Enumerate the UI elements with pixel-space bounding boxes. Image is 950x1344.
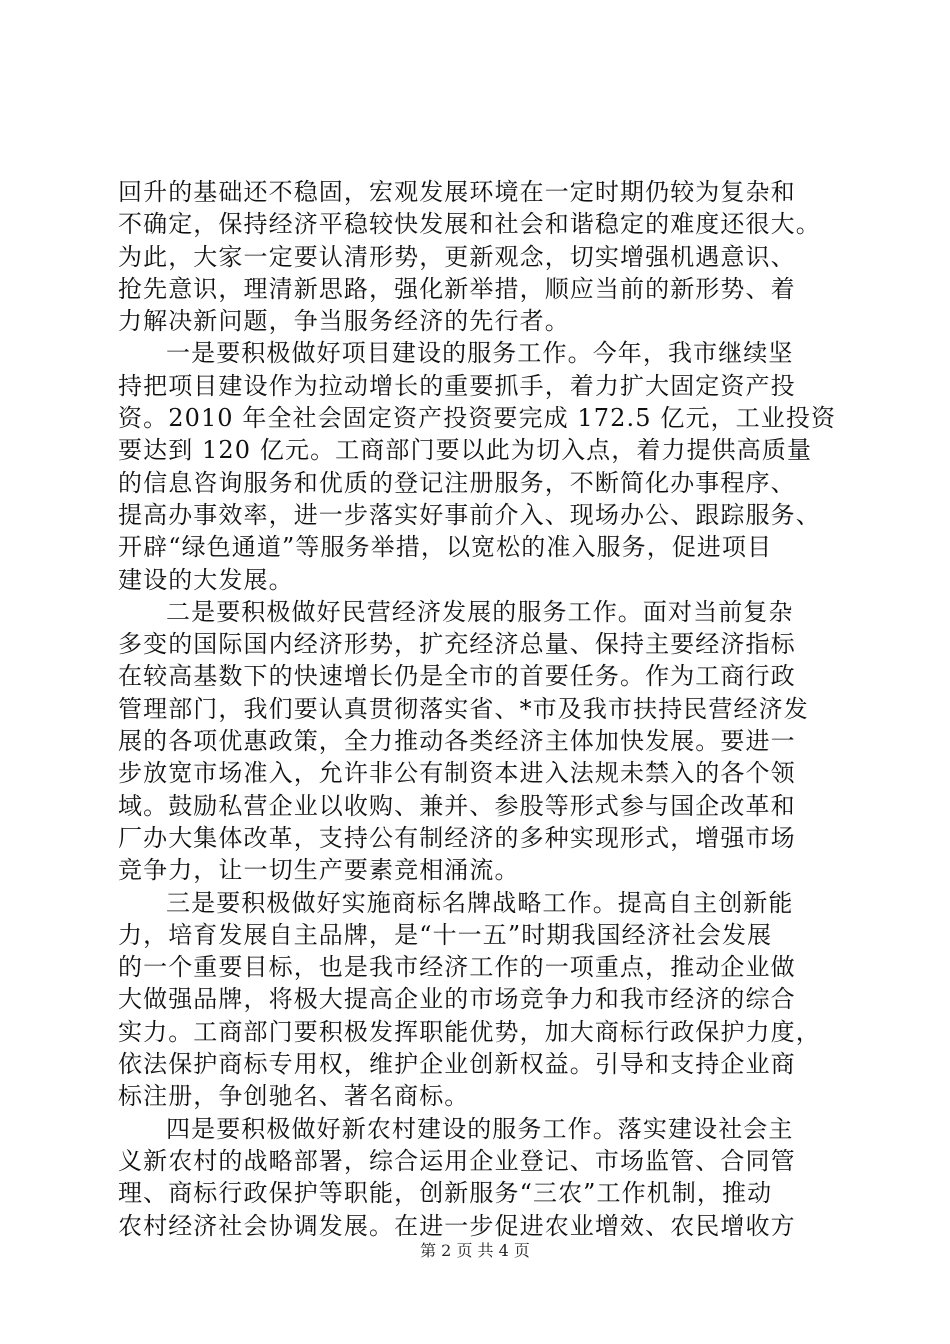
text-line: 提高办事效率，进一步落实好事前介入、现场办公、跟踪服务、 [118, 500, 821, 529]
text-line: 为此，大家一定要认清形势，更新观念，切实增强机遇意识、 [118, 242, 796, 271]
text-line: 的信息咨询服务和优质的登记注册服务，不断简化办事程序、 [118, 468, 796, 497]
text-line: 理、商标行政保护等职能，创新服务“三农”工作机制，推动 [118, 1179, 773, 1208]
text-line: 竞争力，让一切生产要素竞相涌流。 [118, 856, 520, 885]
text-line: 开辟“绿色通道”等服务举措，以宽松的准入服务，促进项目 [118, 533, 773, 562]
text-line: 资。2010 年全社会固定资产投资要完成 172.5 亿元，工业投资 [118, 404, 837, 433]
text-line: 三是要积极做好实施商标名牌战略工作。提高自主创新能 [166, 888, 794, 917]
text-line: 义新农村的战略部署，综合运用企业登记、市场监管、合同管 [118, 1146, 796, 1175]
text-line: 二是要积极做好民营经济发展的服务工作。面对当前复杂 [166, 597, 794, 626]
text-line: 建设的大发展。 [118, 565, 294, 594]
page-footer: 第 2 页 共 4 页 [420, 1241, 530, 1260]
text-line: 持把项目建设作为拉动增长的重要抓手，着力扩大固定资产投 [118, 371, 796, 400]
text-line: 力，培育发展自主品牌，是“十一五”时期我国经济社会发展 [118, 920, 773, 949]
text-line: 展的各项优惠政策，全力推动各类经济主体加快发展。要进一 [118, 727, 796, 756]
text-line: 一是要积极做好项目建设的服务工作。今年，我市继续坚 [166, 339, 794, 368]
text-line: 多变的国际国内经济形势，扩充经济总量、保持主要经济指标 [118, 630, 796, 659]
text-line: 农村经济社会协调发展。在进一步促进农业增效、农民增收方 [118, 1211, 796, 1240]
text-line: 实力。工商部门要积极发挥职能优势，加大商标行政保护力度， [118, 1017, 821, 1046]
text-line: 四是要积极做好新农村建设的服务工作。落实建设社会主 [166, 1114, 794, 1143]
text-line: 标注册，争创驰名、著名商标。 [118, 1082, 470, 1111]
text-line: 的一个重要目标，也是我市经济工作的一项重点，推动企业做 [118, 953, 796, 982]
text-line: 不确定，保持经济平稳较快发展和社会和谐稳定的难度还很大。 [118, 210, 821, 239]
body-text [118, 176, 838, 1242]
text-line: 回升的基础还不稳固，宏观发展环境在一定时期仍较为复杂和 [118, 178, 796, 206]
text-line: 域。鼓励私营企业以收购、兼并、参股等形式参与国企改革和 [118, 791, 796, 820]
text-line: 要达到 120 亿元。工商部门要以此为切入点，着力提供高质量 [118, 436, 813, 465]
text-line: 抢先意识，理清新思路，强化新举措，顺应当前的新形势、着 [118, 274, 796, 303]
text-line: 厂办大集体改革，支持公有制经济的多种实现形式，增强市场 [118, 823, 796, 852]
text-line: 依法保护商标专用权，维护企业创新权益。引导和支持企业商 [118, 1050, 796, 1079]
text-line: 管理部门，我们要认真贯彻落实省、*市及我市扶持民营经济发 [118, 694, 809, 723]
text-line: 步放宽市场准入，允许非公有制资本进入法规未禁入的各个领 [118, 759, 796, 788]
text-line: 在较高基数下的快速增长仍是全市的首要任务。作为工商行政 [118, 662, 796, 691]
text-line: 力解决新问题，争当服务经济的先行者。 [118, 307, 570, 336]
text-line: 大做强品牌，将极大提高企业的市场竞争力和我市经济的综合 [118, 985, 796, 1014]
